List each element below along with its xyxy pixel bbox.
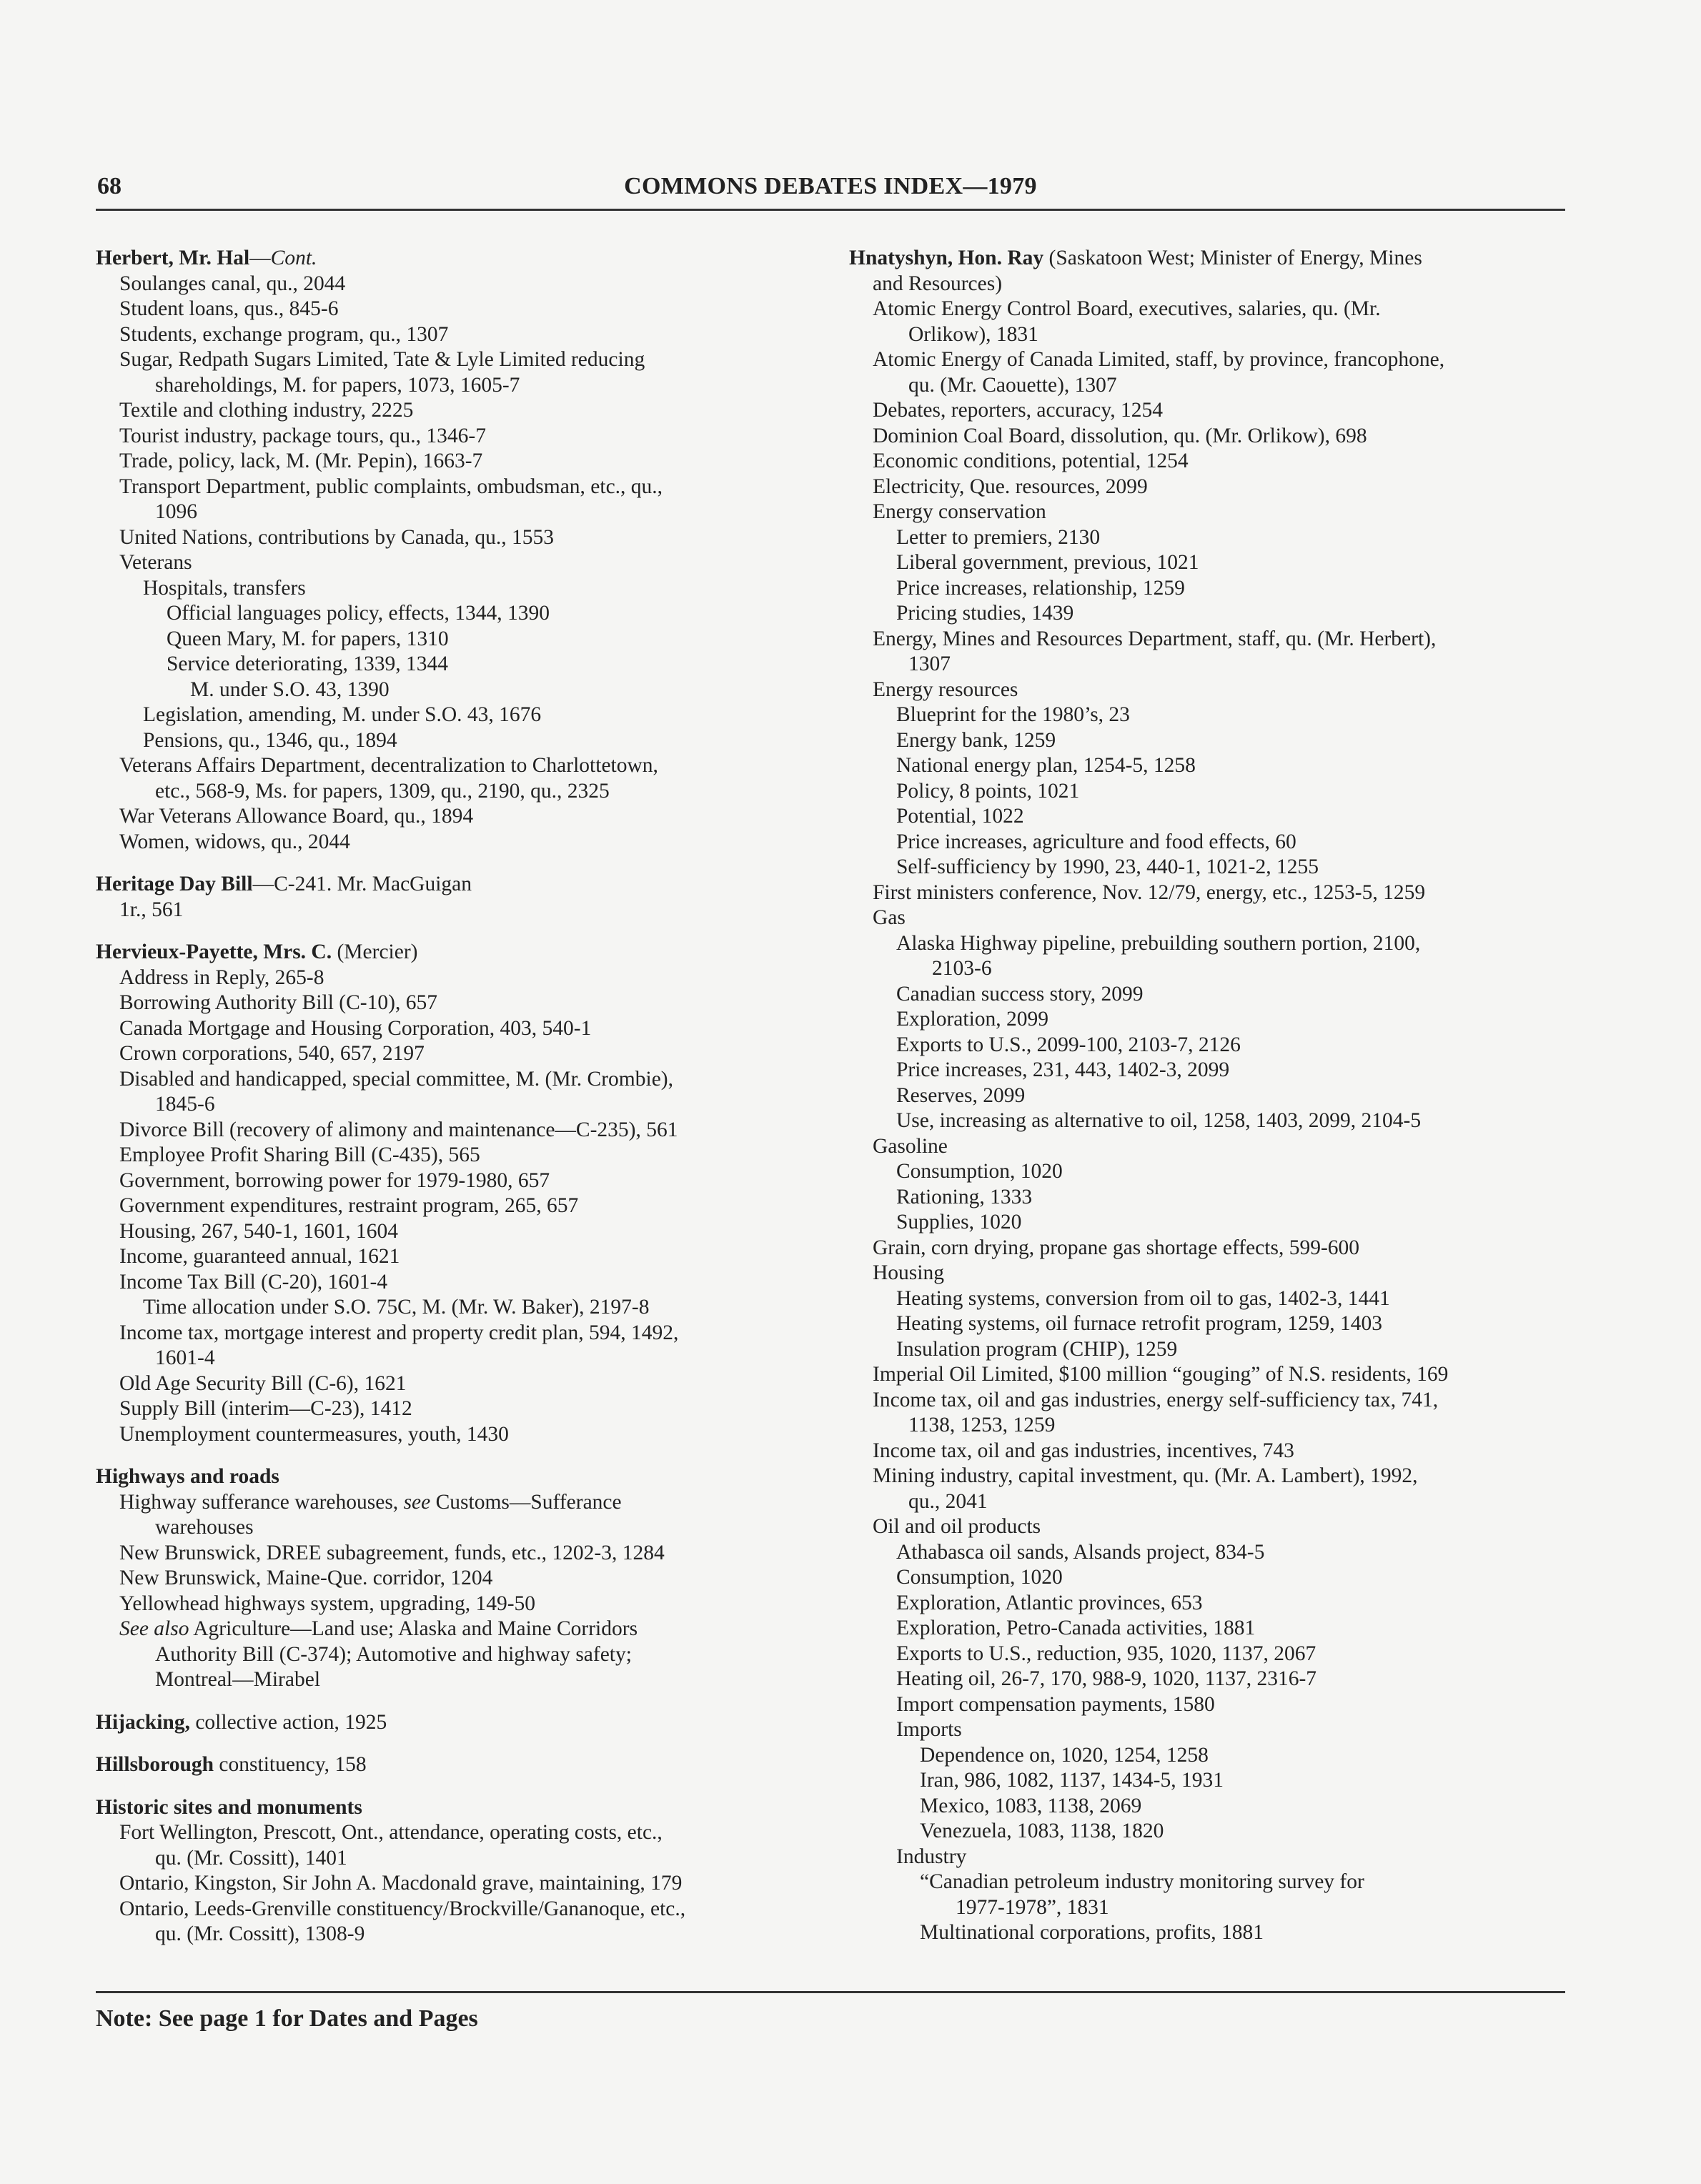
- index-subentry-line: [96, 1667, 810, 1693]
- index-subentry-line: [96, 576, 810, 602]
- page-number: 68: [97, 173, 122, 199]
- index-heading: Historic sites and monuments: [96, 1795, 362, 1819]
- index-entry: [96, 246, 810, 855]
- entry-text: qu. (Mr. Caouette), 1307: [908, 373, 1117, 397]
- entry-text: Energy conservation: [873, 500, 1046, 523]
- index-heading-line: [849, 246, 1571, 272]
- entry-text: Customs—Sufferance: [430, 1490, 622, 1514]
- index-subentry-line: [849, 1185, 1571, 1211]
- index-subentry-line: [849, 830, 1571, 855]
- entry-text: Hospitals, transfers: [143, 576, 306, 600]
- entry-text: Iran, 986, 1082, 1137, 1434-5, 1931: [920, 1769, 1224, 1792]
- index-subentry-line: [849, 753, 1571, 779]
- index-subentry-line: [849, 1743, 1571, 1769]
- index-subentry-line: [849, 1337, 1571, 1363]
- index-heading-line: [96, 246, 810, 272]
- entry-text: constituency, 158: [214, 1753, 367, 1776]
- entry-text: Insulation program (CHIP), 1259: [896, 1337, 1178, 1361]
- index-subentry-line: [849, 424, 1571, 450]
- index-subentry-line: [849, 1616, 1571, 1642]
- index-subentry-line: [849, 1311, 1571, 1337]
- index-subentry-line: [849, 1413, 1571, 1439]
- index-subentry-line: [96, 1592, 810, 1617]
- entry-text: Student loans, qus., 845-6: [119, 297, 339, 320]
- index-subentry-line: [96, 1422, 810, 1448]
- index-heading: Herbert, Mr. Hal: [96, 247, 250, 269]
- entry-text: Employee Profit Sharing Bill (C-435), 565: [119, 1143, 480, 1166]
- index-subentry-line: [849, 1134, 1571, 1160]
- index-subentry-line: [849, 1819, 1571, 1845]
- index-subentry-line: [96, 1244, 810, 1270]
- entry-text: Consumption, 1020: [896, 1160, 1063, 1183]
- entry-text: Oil and oil products: [873, 1515, 1041, 1538]
- index-subentry-line: [96, 1642, 810, 1668]
- entry-text: Exploration, Petro-Canada activities, 1881: [896, 1617, 1256, 1639]
- entry-text: 1601-4: [155, 1346, 215, 1369]
- index-subentry-line: [849, 1286, 1571, 1312]
- index-subentry-line: [96, 1168, 810, 1194]
- entry-text: Income tax, oil and gas industries, incentives, 743: [873, 1439, 1294, 1462]
- index-subentry-line: [96, 373, 810, 399]
- entry-text: Atomic Energy Control Board, executives, salaries, qu. (Mr.: [873, 297, 1381, 320]
- index-subentry-line: [96, 830, 810, 855]
- entry-italic: see: [403, 1490, 431, 1514]
- index-subentry-line: [849, 1464, 1571, 1489]
- entry-text: Highway sufferance warehouses,: [119, 1490, 404, 1514]
- index-subentry-line: [849, 601, 1571, 627]
- entry-text: Income Tax Bill (C-20), 1601-4: [119, 1270, 388, 1294]
- index-subentry-line: [849, 1083, 1571, 1109]
- entry-text: Official languages policy, effects, 1344, 1390: [167, 602, 550, 625]
- entry-text: Tourist industry, package tours, qu., 1346-7: [119, 424, 487, 447]
- entry-text: 1096: [155, 500, 197, 523]
- entry-text: Borrowing Authority Bill (C-10), 657: [119, 991, 437, 1014]
- index-subentry-line: [849, 677, 1571, 703]
- index-subentry-line: [849, 322, 1571, 348]
- entry-text: 1845-6: [155, 1093, 215, 1116]
- entry-text: Housing: [873, 1261, 944, 1284]
- entry-text: Liberal government, previous, 1021: [896, 551, 1199, 574]
- index-subentry-line: [849, 1692, 1571, 1718]
- index-subentry-line: [96, 1016, 810, 1042]
- index-subentry-line: [849, 1768, 1571, 1794]
- entry-text: Athabasca oil sands, Alsands project, 834-5: [896, 1540, 1265, 1564]
- entry-text: Divorce Bill (recovery of alimony and maintenance—C-235), 561: [119, 1118, 678, 1141]
- entry-text: Exports to U.S., 2099-100, 2103-7, 2126: [896, 1033, 1241, 1056]
- index-subentry-line: [849, 1920, 1571, 1946]
- index-subentry-line: [849, 297, 1571, 322]
- index-subentry-line: [849, 905, 1571, 931]
- entry-text: Unemployment countermeasures, youth, 1430: [119, 1422, 509, 1446]
- index-subentry-line: [849, 1540, 1571, 1566]
- entry-text: Heating systems, oil furnace retrofit program, 1259, 1403: [896, 1312, 1382, 1335]
- entry-text: Government expenditures, restraint program, 265, 657: [119, 1194, 579, 1217]
- index-subentry-line: [96, 728, 810, 754]
- entry-text: Fort Wellington, Prescott, Ont., attendance, operating costs, etc.,: [119, 1821, 663, 1844]
- index-subentry-line: [849, 804, 1571, 830]
- index-heading: Highways and roads: [96, 1465, 279, 1488]
- entry-text: Letter to premiers, 2130: [896, 525, 1101, 549]
- index-entry: [96, 1464, 810, 1693]
- entry-text: qu., 2041: [908, 1489, 988, 1513]
- index-subentry-line: [96, 424, 810, 450]
- index-subentry-line: [849, 1033, 1571, 1058]
- index-subentry-line: [849, 956, 1571, 982]
- index-subentry-line: [96, 1346, 810, 1371]
- entry-text: Industry: [896, 1845, 967, 1868]
- entry-text: Energy resources: [873, 677, 1018, 701]
- entry-text: Income, guaranteed annual, 1621: [119, 1245, 400, 1268]
- index-subentry-line: [849, 525, 1571, 551]
- index-subentry-line: [849, 1058, 1571, 1083]
- entry-text: (Mercier): [332, 940, 418, 963]
- index-subentry-line: [849, 1261, 1571, 1286]
- index-subentry-line: [96, 627, 810, 652]
- entry-italic: Cont.: [270, 247, 317, 269]
- index-subentry-line: [849, 627, 1571, 652]
- entry-text: Gasoline: [873, 1134, 948, 1158]
- index-subentry-line: [96, 1270, 810, 1296]
- entry-text: Venezuela, 1083, 1138, 1820: [920, 1820, 1164, 1842]
- entry-text: Alaska Highway pipeline, prebuilding southern portion, 2100,: [896, 931, 1421, 955]
- entry-text: Exports to U.S., reduction, 935, 1020, 1137, 2067: [896, 1642, 1316, 1665]
- entry-text: Supplies, 1020: [896, 1211, 1022, 1234]
- index-subentry-line: [849, 1489, 1571, 1515]
- entry-text: Veterans Affairs Department, decentralization to Charlottetown,: [119, 754, 658, 777]
- index-subentry-line: [96, 753, 810, 779]
- index-entry: [96, 1752, 810, 1778]
- index-subentry-line: [96, 1041, 810, 1067]
- entry-text: Legislation, amending, M. under S.O. 43, 1676: [143, 703, 542, 726]
- entry-text: Potential, 1022: [896, 805, 1024, 828]
- index-subentry-line: [96, 1846, 810, 1872]
- entry-text: United Nations, contributions by Canada, qu., 1553: [119, 525, 554, 549]
- entry-text: (Saskatoon West; Minister of Energy, Mines: [1043, 247, 1422, 269]
- entry-text: qu. (Mr. Cossitt), 1308-9: [155, 1922, 365, 1945]
- entry-text: Textile and clothing industry, 2225: [119, 399, 414, 422]
- entry-text: Exploration, 2099: [896, 1008, 1049, 1031]
- entry-text: New Brunswick, Maine-Que. corridor, 1204: [119, 1567, 493, 1589]
- entry-text: Pensions, qu., 1346, qu., 1894: [143, 728, 397, 752]
- entry-text: First ministers conference, Nov. 12/79, energy, etc., 1253-5, 1259: [873, 880, 1426, 904]
- entry-text: Energy bank, 1259: [896, 728, 1056, 752]
- entry-text: Housing, 267, 540-1, 1601, 1604: [119, 1219, 399, 1243]
- entry-text: Government, borrowing power for 1979-1980, 657: [119, 1168, 550, 1192]
- index-subentry-line: [849, 652, 1571, 677]
- running-header: [96, 169, 1565, 211]
- entry-text: Time allocation under S.O. 75C, M. (Mr. W. Baker), 2197-8: [143, 1296, 650, 1319]
- index-subentry-line: [96, 347, 810, 373]
- entry-text: Price increases, 231, 443, 1402-3, 2099: [896, 1058, 1230, 1081]
- index-heading-line: [96, 1464, 810, 1490]
- index-subentry-line: [849, 576, 1571, 602]
- index-subentry-line: [849, 1514, 1571, 1540]
- index-subentry-line: [849, 1362, 1571, 1388]
- entry-text: warehouses: [155, 1516, 254, 1539]
- index-subentry-line: [849, 500, 1571, 525]
- index-subentry-line: [849, 1159, 1571, 1185]
- entry-text: Agriculture—Land use; Alaska and Maine Corridors: [189, 1617, 638, 1640]
- index-heading-line: [96, 1795, 810, 1821]
- entry-text: Queen Mary, M. for papers, 1310: [167, 627, 449, 650]
- entry-text: Price increases, relationship, 1259: [896, 576, 1185, 600]
- entry-text: Debates, reporters, accuracy, 1254: [873, 399, 1163, 422]
- entry-text: Blueprint for the 1980’s, 23: [896, 703, 1130, 726]
- footer-rule: [96, 1991, 1565, 1993]
- index-subentry-line: [849, 347, 1571, 373]
- entry-text: Montreal—Mirabel: [155, 1668, 321, 1691]
- index-subentry-line: [96, 1092, 810, 1118]
- index-heading-line: [96, 1710, 810, 1736]
- entry-text: Sugar, Redpath Sugars Limited, Tate & Lyle Limited reducing: [119, 348, 645, 371]
- entry-text: “Canadian petroleum industry monitoring survey for: [920, 1870, 1364, 1893]
- entry-text: shareholdings, M. for papers, 1073, 1605-7: [155, 373, 520, 397]
- entry-text: Disabled and handicapped, special committee, M. (Mr. Crombie),: [119, 1067, 673, 1091]
- index-subentry-line: [849, 1108, 1571, 1134]
- entry-text: Dominion Coal Board, dissolution, qu. (Mr. Orlikow), 698: [873, 424, 1367, 447]
- index-entry: [96, 1795, 810, 1947]
- index-subentry-line: [849, 982, 1571, 1008]
- index-subentry-line: [96, 297, 810, 322]
- index-subentry-line: [849, 1642, 1571, 1667]
- index-subentry-line: [96, 1321, 810, 1346]
- entry-text: Mexico, 1083, 1138, 2069: [920, 1794, 1142, 1817]
- entry-text: 2103-6: [932, 957, 992, 980]
- entry-text: —: [249, 247, 271, 269]
- entry-text: and Resources): [873, 272, 1003, 295]
- page-title: COMMONS DEBATES INDEX—1979: [624, 173, 1037, 199]
- entry-text: Gas: [873, 906, 906, 929]
- index-subentry-line: [849, 449, 1571, 475]
- index-heading-line: [96, 872, 810, 898]
- index-subentry-line: [96, 804, 810, 830]
- entry-text: Women, widows, qu., 2044: [119, 830, 350, 853]
- index-subentry-line: [96, 601, 810, 627]
- index-subentry-line: [96, 1143, 810, 1168]
- entry-text: qu. (Mr. Cossitt), 1401: [155, 1846, 347, 1870]
- index-subentry-line: [96, 1371, 810, 1397]
- index-subentry-line: [96, 779, 810, 805]
- entry-text: Transport Department, public complaints, ombudsman, etc., qu.,: [119, 475, 663, 498]
- index-subentry-line: [96, 966, 810, 991]
- index-subentry-line: [849, 779, 1571, 805]
- entry-text: Veterans: [119, 551, 192, 574]
- entry-text: Grain, corn drying, propane gas shortage effects, 599-600: [873, 1236, 1360, 1259]
- index-subentry-line: [96, 1617, 810, 1642]
- index-subentry-line: [849, 1845, 1571, 1870]
- entry-text: Canada Mortgage and Housing Corporation, 403, 540-1: [119, 1016, 592, 1040]
- index-subentry-line: [96, 898, 810, 923]
- index-heading: Hijacking,: [96, 1710, 190, 1734]
- entry-text: Ontario, Leeds-Grenville constituency/Brockville/Gananoque, etc.,: [119, 1897, 686, 1920]
- entry-text: Service deteriorating, 1339, 1344: [167, 652, 449, 675]
- index-subentry-line: [96, 1566, 810, 1592]
- entry-text: etc., 568-9, Ms. for papers, 1309, qu., 2190, qu., 2325: [155, 779, 610, 803]
- index-subentry-line: [849, 728, 1571, 754]
- entry-text: Canadian success story, 2099: [896, 982, 1144, 1006]
- entry-text: Students, exchange program, qu., 1307: [119, 322, 449, 346]
- entry-text: Pricing studies, 1439: [896, 602, 1074, 625]
- index-subentry-line: [96, 272, 810, 297]
- index-column-left: [96, 246, 810, 1965]
- entry-text: Policy, 8 points, 1021: [896, 779, 1080, 803]
- index-subentry-line: [849, 1895, 1571, 1921]
- index-subentry-line: [849, 1565, 1571, 1591]
- index-subentry-line: [849, 1870, 1571, 1895]
- index-subentry-line: [96, 703, 810, 728]
- entry-text: Self-sufficiency by 1990, 23, 440-1, 1021-2, 1255: [896, 855, 1319, 878]
- index-heading-line: [96, 1752, 810, 1778]
- index-subentry-line: [96, 1820, 810, 1846]
- entry-text: Dependence on, 1020, 1254, 1258: [920, 1743, 1209, 1767]
- index-subentry-line: [96, 1219, 810, 1245]
- index-entry: [96, 1710, 810, 1736]
- index-subentry-line: [96, 398, 810, 424]
- entry-text: New Brunswick, DREE subagreement, funds, etc., 1202-3, 1284: [119, 1541, 665, 1564]
- index-subentry-line: [96, 322, 810, 348]
- entry-text: Address in Reply, 265-8: [119, 966, 324, 989]
- entry-text: Economic conditions, potential, 1254: [873, 450, 1189, 472]
- index-column-right: [849, 246, 1571, 1963]
- entry-text: collective action, 1925: [189, 1710, 387, 1734]
- entry-text: Supply Bill (interim—C-23), 1412: [119, 1397, 412, 1420]
- index-subentry-line: [849, 880, 1571, 906]
- index-subentry-line: [849, 703, 1571, 728]
- index-subentry-line: [849, 1439, 1571, 1464]
- index-subentry-line: [96, 1490, 810, 1516]
- entry-text: Soulanges canal, qu., 2044: [119, 272, 346, 295]
- entry-text: Exploration, Atlantic provinces, 653: [896, 1591, 1203, 1614]
- entry-text: Reserves, 2099: [896, 1083, 1026, 1107]
- index-subentry-line: [96, 1541, 810, 1567]
- index-entry: [849, 246, 1571, 1946]
- index-subentry-line: [849, 272, 1571, 297]
- entry-text: Imports: [896, 1718, 962, 1741]
- entry-text: 1138, 1253, 1259: [908, 1414, 1056, 1436]
- index-subentry-line: [849, 931, 1571, 957]
- index-subentry-line: [96, 677, 810, 703]
- entry-text: Income tax, mortgage interest and property credit plan, 594, 1492,: [119, 1321, 679, 1344]
- index-entry: [96, 940, 810, 1447]
- entry-italic: See also: [119, 1617, 189, 1640]
- index-subentry-line: [96, 475, 810, 500]
- index-subentry-line: [96, 1193, 810, 1219]
- entry-text: War Veterans Allowance Board, qu., 1894: [119, 805, 474, 828]
- entry-text: Electricity, Que. resources, 2099: [873, 475, 1148, 498]
- index-subentry-line: [849, 1210, 1571, 1236]
- index-subentry-line: [849, 1236, 1571, 1261]
- entry-text: Crown corporations, 540, 657, 2197: [119, 1042, 425, 1065]
- index-subentry-line: [849, 1388, 1571, 1414]
- entry-text: Rationing, 1333: [896, 1185, 1033, 1208]
- entry-text: Use, increasing as alternative to oil, 1258, 1403, 2099, 2104-5: [896, 1109, 1422, 1132]
- entry-text: Authority Bill (C-374); Automotive and highway safety;: [155, 1642, 632, 1666]
- entry-text: Import compensation payments, 1580: [896, 1692, 1215, 1716]
- index-subentry-line: [96, 500, 810, 525]
- index-subentry-line: [96, 1295, 810, 1321]
- entry-text: Imperial Oil Limited, $100 million “gouging” of N.S. residents, 169: [873, 1363, 1449, 1386]
- index-subentry-line: [849, 1007, 1571, 1033]
- entry-text: Heating systems, conversion from oil to gas, 1402-3, 1441: [896, 1286, 1390, 1310]
- entry-text: Atomic Energy of Canada Limited, staff, by province, francophone,: [873, 348, 1445, 371]
- entry-text: Multinational corporations, profits, 1881: [920, 1921, 1264, 1944]
- entry-text: Yellowhead highways system, upgrading, 149-50: [119, 1592, 536, 1615]
- index-subentry-line: [96, 1067, 810, 1093]
- entry-text: Ontario, Kingston, Sir John A. Macdonald grave, maintaining, 179: [119, 1872, 683, 1895]
- index-subentry-line: [849, 1717, 1571, 1743]
- index-subentry-line: [96, 1922, 810, 1947]
- index-subentry-line: [849, 373, 1571, 399]
- entry-text: Old Age Security Bill (C-6), 1621: [119, 1371, 407, 1395]
- entry-text: National energy plan, 1254-5, 1258: [896, 754, 1196, 777]
- index-subentry-line: [849, 1794, 1571, 1820]
- index-subentry-line: [96, 525, 810, 551]
- index-subentry-line: [849, 398, 1571, 424]
- index-subentry-line: [849, 550, 1571, 576]
- index-subentry-line: [96, 1871, 810, 1897]
- index-heading-line: [96, 940, 810, 966]
- index-subentry-line: [96, 550, 810, 576]
- index-subentry-line: [849, 855, 1571, 880]
- entry-text: Heating oil, 26-7, 170, 988-9, 1020, 1137, 2316-7: [896, 1667, 1317, 1690]
- entry-text: Income tax, oil and gas industries, energy self-sufficiency tax, 741,: [873, 1388, 1439, 1411]
- index-subentry-line: [96, 1515, 810, 1541]
- entry-text: Mining industry, capital investment, qu. (Mr. A. Lambert), 1992,: [873, 1464, 1418, 1487]
- entry-text: M. under S.O. 43, 1390: [190, 677, 390, 701]
- index-heading: Hillsborough: [96, 1753, 214, 1776]
- entry-text: Energy, Mines and Resources Department, staff, qu. (Mr. Herbert),: [873, 627, 1437, 650]
- entry-text: 1307: [908, 652, 951, 675]
- entry-text: Consumption, 1020: [896, 1566, 1063, 1589]
- entry-text: 1977-1978”, 1831: [956, 1895, 1109, 1919]
- entry-text: Orlikow), 1831: [908, 322, 1038, 346]
- entry-text: Trade, policy, lack, M. (Mr. Pepin), 1663-7: [119, 450, 483, 472]
- index-entry: [96, 872, 810, 923]
- index-heading: Hervieux-Payette, Mrs. C.: [96, 940, 332, 963]
- entry-text: —C-241. Mr. MacGuigan: [252, 873, 472, 895]
- entry-text: 1r., 561: [119, 898, 184, 921]
- footer-note: Note: See page 1 for Dates and Pages: [96, 2005, 478, 2032]
- index-subentry-line: [849, 1591, 1571, 1617]
- index-subentry-line: [96, 1118, 810, 1143]
- index-subentry-line: [849, 1667, 1571, 1692]
- index-subentry-line: [96, 1897, 810, 1922]
- index-subentry-line: [96, 652, 810, 677]
- index-subentry-line: [96, 1396, 810, 1422]
- index-heading: Heritage Day Bill: [96, 873, 253, 895]
- index-subentry-line: [96, 991, 810, 1016]
- index-subentry-line: [849, 475, 1571, 500]
- index-heading: Hnatyshyn, Hon. Ray: [849, 247, 1044, 269]
- index-subentry-line: [96, 449, 810, 475]
- entry-text: Price increases, agriculture and food effects, 60: [896, 830, 1296, 853]
